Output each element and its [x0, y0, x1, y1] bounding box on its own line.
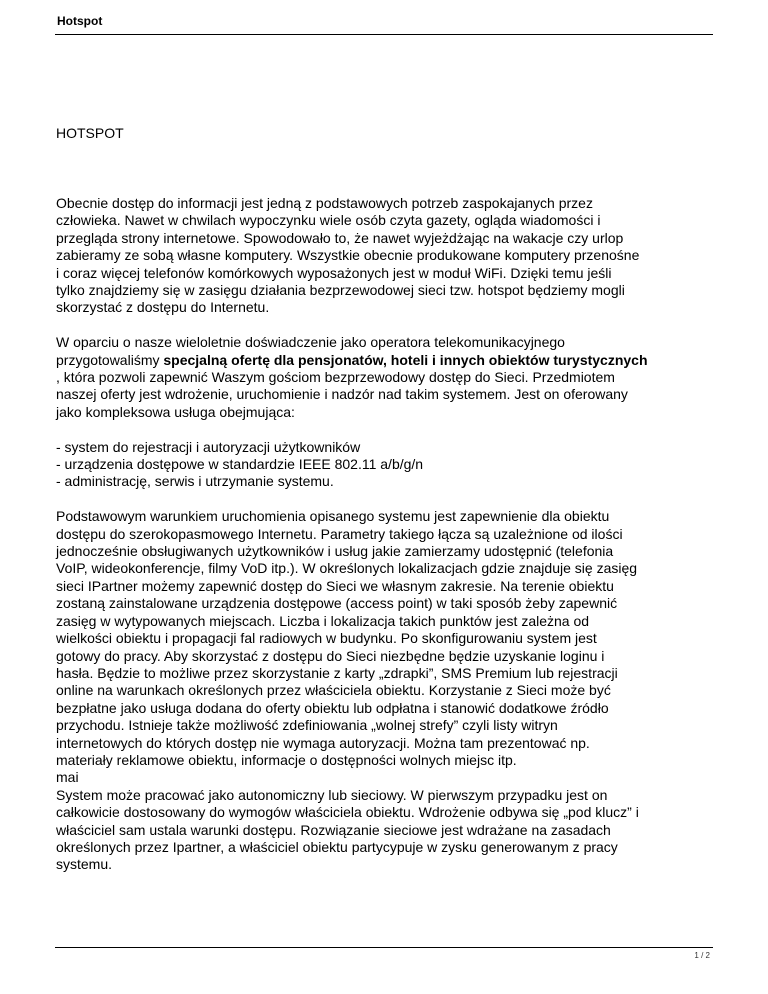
text-line: przychodu. Istnieje także możliwość zdefiniowania „wolnej strefy” czyli listy witryn — [56, 717, 558, 734]
header-divider — [55, 34, 713, 35]
offer-highlight: specjalną ofertę dla pensjonatów, hoteli i innych obiektów turystycznych — [163, 351, 648, 368]
text-line: zasięg w wytypowanych miejscach. Liczba i lokalizacja takich punktów jest zależna od — [56, 612, 590, 629]
list-item: - system do rejestracji i autoryzacji użytkowników — [56, 438, 361, 455]
text-line: jednocześnie obsługiwanych użytkowników i usług jakie zamierzamy udostępnić (telefonia — [56, 543, 614, 560]
text-line: materiały reklamowe obiektu, informacje o dostępności wolnych miejsc itp. — [56, 751, 517, 768]
text-line: gotowy do pracy. Aby skorzystać z dostępu do Sieci niezbędne będzie uzyskanie loginu i — [56, 647, 605, 664]
paragraph-offer — [56, 334, 720, 421]
list-item: - urządzenia dostępowe w standardzie IEEE 802.11 a/b/g/n — [56, 456, 424, 473]
paragraph-intro — [56, 195, 720, 317]
text-line: całkowicie dostosowany do wymogów właściciela obiektu. Wdrożenie odbywa się „pod klucz” i — [56, 804, 639, 821]
list-item: - administrację, serwis i utrzymanie systemu. — [56, 473, 334, 490]
text-line: naszej oferty jest wdrożenie, uruchomienie i nadzór nad takim systemem. Jest on oferowany — [56, 386, 628, 403]
text-line: W oparciu o nasze wieloletnie doświadczenie jako operatora telekomunikacyjnego — [56, 334, 565, 351]
service-list — [56, 439, 720, 491]
text-line: skorzystać z dostępu do Internetu. — [56, 299, 270, 316]
text-line — [56, 352, 720, 369]
text-line: Obecnie dostęp do informacji jest jedną z podstawowych potrzeb zaspokajanych przez — [56, 195, 593, 211]
page-header-title: Hotspot — [57, 14, 103, 28]
text-line: zabieramy ze sobą własne komputery. Wszystkie obecnie produkowane komputery przenośne — [56, 247, 640, 264]
text-segment: przygotowaliśmy — [56, 351, 164, 368]
text-line: systemu. — [56, 856, 113, 873]
text-line: , która pozwoli zapewnić Waszym gościom bezprzewodowy dostęp do Sieci. Przedmiotem — [56, 369, 615, 386]
footer-divider — [55, 947, 713, 948]
text-line: przegląda strony internetowe. Spowodowało to, że nawet wyjeżdżając na wakacje czy urlop — [56, 229, 624, 246]
text-line: Podstawowym warunkiem uruchomienia opisanego systemu jest zapewnienie dla obiektu — [56, 508, 610, 525]
text-line: człowieka. Nawet w chwilach wypoczynku wiele osób czyta gazety, ogląda wiadomości i — [56, 212, 601, 229]
text-line: mai — [56, 769, 79, 786]
text-line: bezpłatne jako usługa dodana do oferty obiektu lub odpłatna i stanowić dodatkowe źródło — [56, 699, 609, 716]
document-body — [56, 195, 720, 891]
text-line: jako kompleksowa usługa obejmująca: — [56, 403, 295, 420]
text-line: i coraz więcej telefonów komórkowych wyposażonych jest w moduł WiFi. Dzięki temu jeśli — [56, 264, 612, 281]
text-line: VoIP, wideokonferencje, filmy VoD itp.). W określonych lokalizacjach gdzie znajduje się zasięg — [56, 560, 638, 577]
text-line: internetowych do których dostęp nie wymaga autoryzacji. Można tam prezentować np. — [56, 734, 590, 751]
text-line: określonych przez Ipartner, a właściciel obiektu partycypuje w zysku generowanym z pracy — [56, 838, 618, 855]
text-line: tylko znajdziemy się w zasięgu działania bezprzewodowej sieci tzw. hotspot będziemy mogli — [56, 282, 625, 299]
text-line: System może pracować jako autonomiczny lub sieciowy. W pierwszym przypadku jest on — [56, 786, 608, 803]
page-number: 1 / 2 — [694, 951, 710, 960]
paragraph-details — [56, 508, 720, 874]
text-line: sieci IPartner możemy zapewnić dostęp do Sieci we własnym zakresie. Na terenie obiektu — [56, 577, 614, 594]
text-line: właściciel sam ustala warunki dostępu. Rozwiązanie sieciowe jest wdrażane na zasadach — [56, 821, 611, 838]
text-line: wielkości obiektu i propagacji fal radiowych w budynku. Po skonfigurowaniu system jest — [56, 630, 597, 647]
text-line: hasła. Będzie to możliwe przez skorzystanie z karty „zdrapki”, SMS Premium lub rejestracji — [56, 664, 618, 681]
text-line: zostaną zainstalowane urządzenia dostępowe (access point) w taki sposób żeby zapewnić — [56, 595, 618, 612]
text-line: online na warunkach określonych przez właściciela obiektu. Korzystanie z Sieci może być — [56, 682, 611, 699]
text-line: dostępu do szerokopasmowego Internetu. Parametry takiego łącza są uzależnione od ilości — [56, 525, 623, 542]
document-title: HOTSPOT — [56, 125, 124, 141]
